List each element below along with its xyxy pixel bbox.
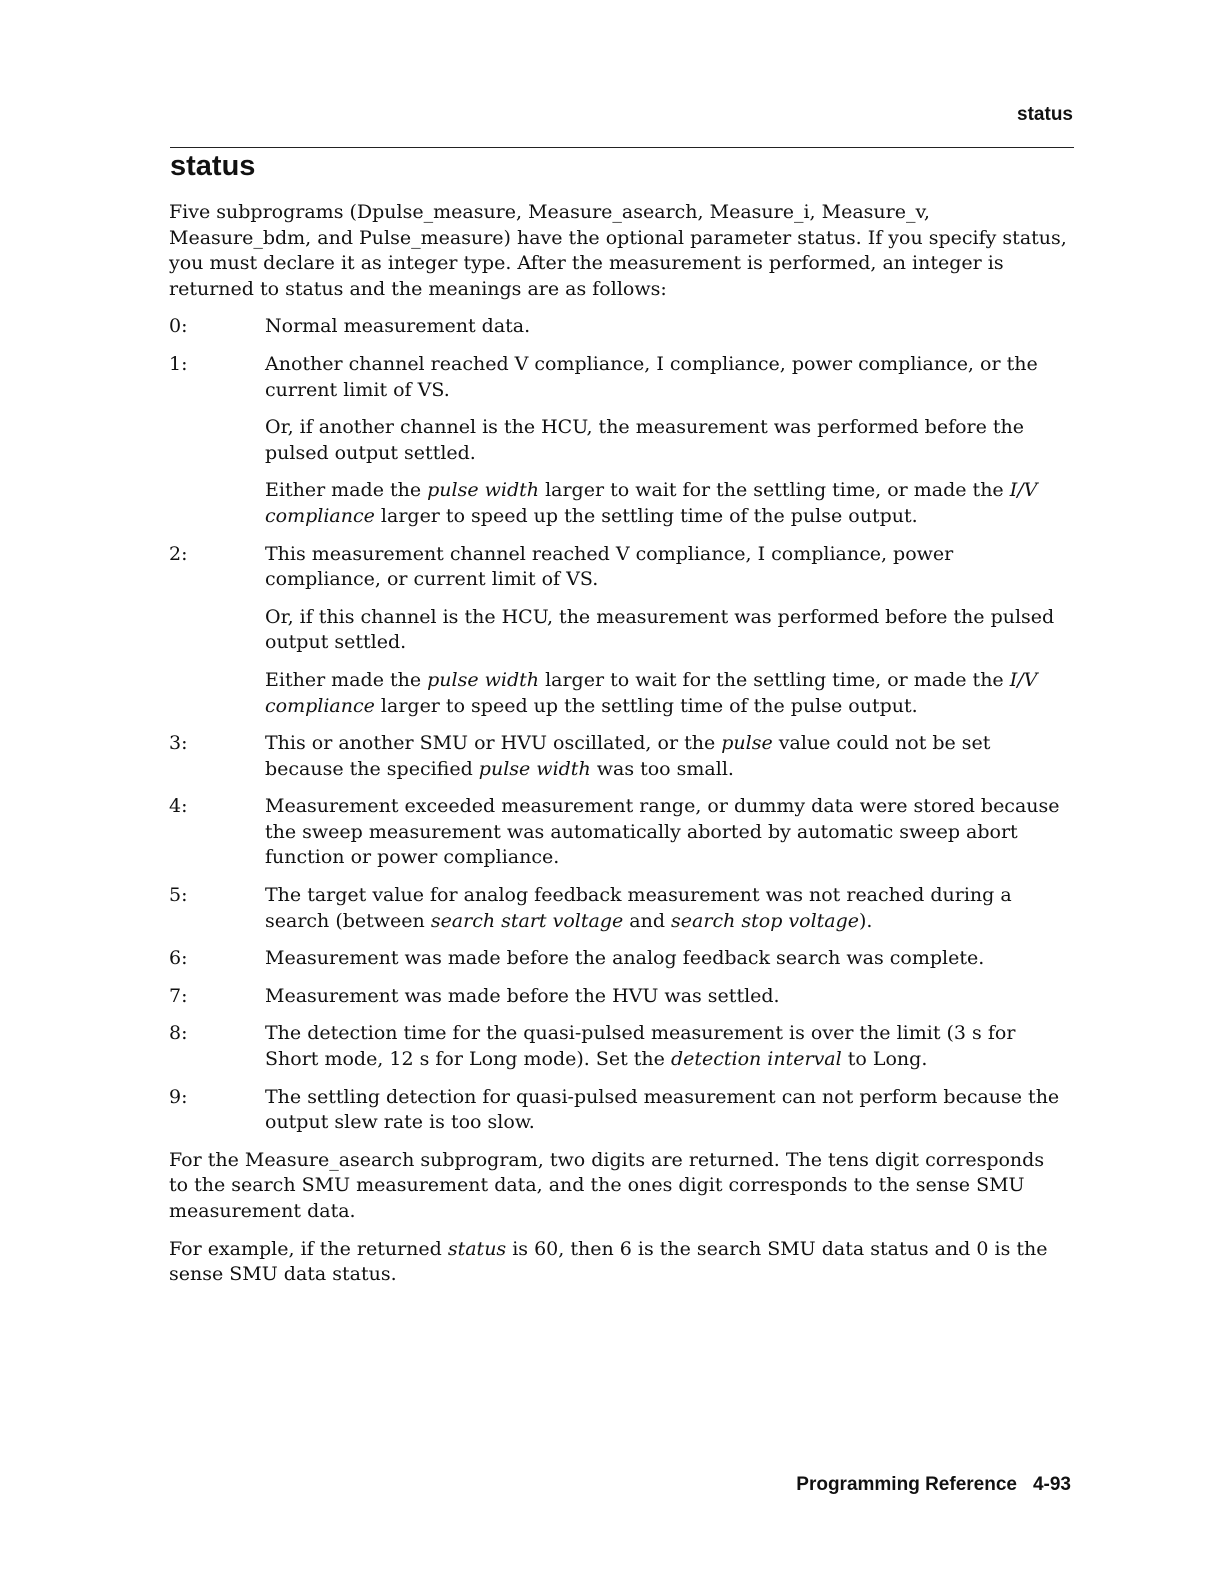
emphasis-text: detection interval	[670, 1048, 842, 1071]
emphasis-text: pulse width	[427, 479, 540, 502]
status-description	[265, 542, 1069, 720]
status-code: 0:	[169, 315, 188, 338]
status-code: 6:	[169, 947, 188, 970]
status-code-entry-8	[169, 1021, 1069, 1072]
page-number: 4-93	[1032, 1474, 1071, 1495]
description-paragraph: Normal measurement data.	[265, 315, 531, 338]
emphasis-text: I/V compliance	[265, 668, 1038, 717]
description-paragraph: This or another SMU or HVU oscillated, or the pulse value could not be set because the specified pulse width was too small.	[265, 732, 991, 780]
description-paragraph: The settling detection for quasi-pulsed measurement can not perform because the output slew rate is too slow.	[265, 1085, 1060, 1134]
emphasis-text: pulse	[721, 732, 773, 755]
status-code-entry-9	[169, 1085, 1069, 1136]
status-code: 9:	[169, 1085, 188, 1108]
header-rule	[170, 147, 1074, 148]
status-description	[265, 794, 1069, 871]
emphasis-text: pulse width	[478, 757, 591, 780]
status-description	[265, 314, 1069, 340]
emphasis-text: search stop voltage	[671, 909, 860, 932]
description-paragraph: Either made the pulse width larger to wait for the settling time, or made the I/V compliance larger to speed up the settling time of the pulse output.	[265, 479, 1038, 527]
status-description	[265, 946, 1069, 972]
status-code: 7:	[169, 984, 188, 1007]
status-code-entry-5	[169, 883, 1069, 934]
intro-paragraph: Five subprograms (Dpulse_measure, Measure_asearch, Measure_i, Measure_v, Measure_bdm, and Pulse_measure) have the optional parameter status. If you specify status, you must declare it as integer type. After the measurement is performed, an integer is returned to status and the meanings are as follows:	[169, 201, 1067, 300]
description-paragraph: Measurement exceeded measurement range, or dummy data were stored because the sweep measurement was automatically aborted by automatic sweep abort function or power compliance.	[265, 795, 1060, 869]
description-paragraph: Measurement was made before the analog feedback search was complete.	[265, 947, 985, 970]
description-paragraph: Or, if this channel is the HCU, the measurement was performed before the pulsed output settled.	[265, 605, 1055, 654]
description-paragraph: The detection time for the quasi-pulsed measurement is over the limit (3 s for Short mode, 12 s for Long mode). Set the detection interval to Long.	[265, 1022, 1016, 1071]
emphasis-text: search start voltage	[430, 909, 624, 932]
status-code-entry-3	[169, 731, 1069, 782]
status-code-entry-7	[169, 984, 1069, 1010]
status-description	[265, 984, 1069, 1010]
status-code: 5:	[169, 884, 188, 907]
status-code-entry-0	[169, 314, 1069, 340]
description-paragraph: Another channel reached V compliance, I compliance, power compliance, or the current limit of VS.	[265, 352, 1038, 401]
status-code-entry-6	[169, 946, 1069, 972]
running-head: status	[1017, 104, 1073, 125]
emphasis-text: pulse width	[427, 668, 540, 691]
status-description	[265, 1085, 1069, 1136]
description-paragraph: Either made the pulse width larger to wait for the settling time, or made the I/V compliance larger to speed up the settling time of the pulse output.	[265, 668, 1038, 717]
status-code: 2:	[169, 542, 188, 565]
status-code: 1:	[169, 352, 188, 375]
status-description	[265, 883, 1069, 934]
main-content	[169, 200, 1069, 1288]
emphasis-text: I/V compliance	[265, 479, 1038, 527]
page-footer	[796, 1474, 1071, 1496]
status-code-entry-4	[169, 794, 1069, 871]
description-paragraph: Or, if another channel is the HCU, the measurement was performed before the pulsed output settled.	[265, 416, 1025, 464]
page-title: status	[170, 150, 256, 182]
closing-paragraph: For the Measure_asearch subprogram, two digits are returned. The tens digit corresponds to the search SMU measurement data, and the ones digit corresponds to the sense SMU measurement data.	[169, 1148, 1045, 1222]
status-description	[265, 352, 1069, 530]
example-paragraph: For example, if the returned status is 60, then 6 is the search SMU data status and 0 is the sense SMU data status.	[169, 1237, 1048, 1286]
status-code: 3:	[169, 732, 188, 755]
description-paragraph: This measurement channel reached V compliance, I compliance, power compliance, or current limit of VS.	[265, 542, 954, 591]
status-description	[265, 731, 1069, 782]
description-paragraph: Measurement was made before the HVU was settled.	[265, 984, 780, 1007]
footer-section-title: Programming Reference	[796, 1474, 1017, 1495]
emphasis-text: status	[447, 1237, 507, 1260]
status-code-entry-2	[169, 542, 1069, 720]
status-code: 4:	[169, 795, 188, 818]
description-paragraph: The target value for analog feedback measurement was not reached during a search (between search start voltage and search stop voltage).	[265, 884, 1012, 932]
status-code: 8:	[169, 1022, 188, 1045]
status-code-entry-1	[169, 352, 1069, 530]
status-description	[265, 1021, 1069, 1072]
